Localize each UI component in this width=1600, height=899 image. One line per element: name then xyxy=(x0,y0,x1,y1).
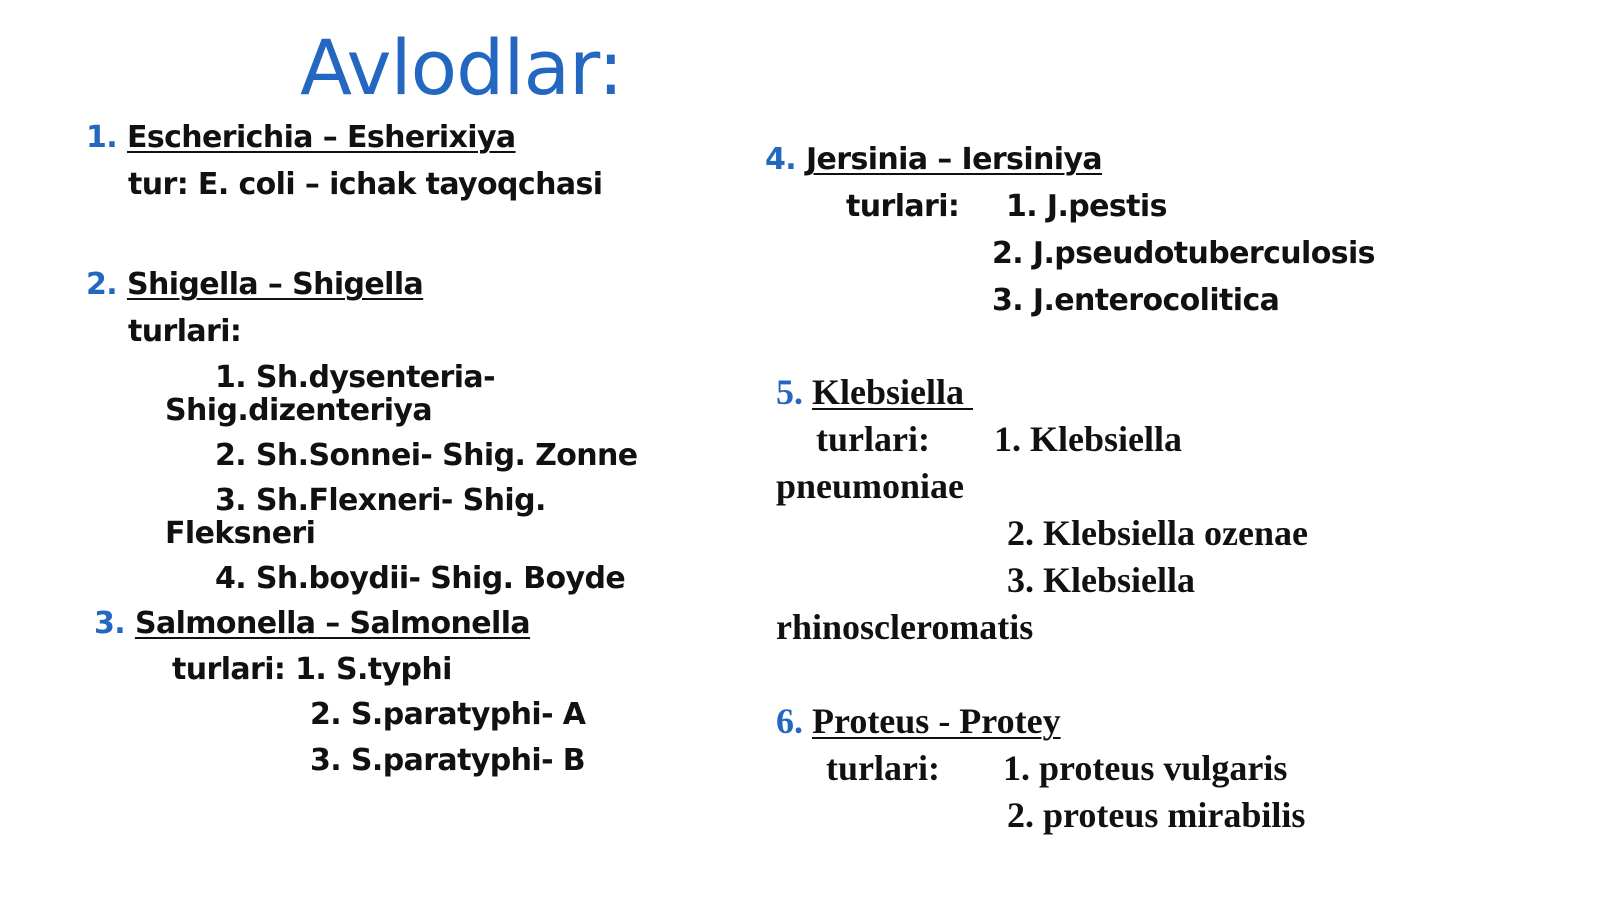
genus-name: Escherichia – Esherixiya xyxy=(126,120,516,155)
page-title: Avlodlar: xyxy=(300,23,623,112)
genus-number: 3. xyxy=(94,606,126,641)
species-item: 1. Sh.dysenteria- xyxy=(215,360,495,395)
genus-proteus-heading xyxy=(776,703,1061,739)
genus-number: 6. xyxy=(776,701,803,741)
genus-number: 1. xyxy=(86,120,118,155)
genus-salmonella-heading xyxy=(94,606,531,641)
genus-jersinia-heading xyxy=(765,142,1103,177)
genus-name: Proteus - Protey xyxy=(812,701,1061,741)
species-item-continuation: Shig.dizenteriya xyxy=(165,393,433,428)
species-item-continuation: rhinoscleromatis xyxy=(776,607,1034,647)
species-item: 3. J.enterocolitica xyxy=(992,283,1280,318)
genus-klebsiella-heading xyxy=(776,374,973,410)
genus-number: 4. xyxy=(765,142,797,177)
genus-name: Salmonella – Salmonella xyxy=(134,606,531,641)
genus-name: Jersinia – Iersiniya xyxy=(805,142,1103,177)
species-item: 3. S.paratyphi- B xyxy=(310,743,586,778)
genus-number: 5. xyxy=(776,372,803,412)
genus-number: 2. xyxy=(86,267,118,302)
genus-name: Shigella – Shigella xyxy=(126,267,424,302)
species-item: 2. Klebsiella ozenae xyxy=(1007,513,1308,553)
species-item: 2. proteus mirabilis xyxy=(1007,795,1306,835)
species-label: turlari: xyxy=(826,748,940,788)
species-item: 1. J.pestis xyxy=(1006,189,1167,224)
genus-name: Klebsiella xyxy=(812,372,973,412)
genus-shigella-heading xyxy=(86,267,424,302)
species-item: 2. S.paratyphi- A xyxy=(310,697,586,732)
species-item: 3. Klebsiella xyxy=(1007,560,1195,600)
species-item: 2. Sh.Sonnei- Shig. Zonne xyxy=(215,438,638,473)
species-line: turlari: 1. S.typhi xyxy=(172,652,452,687)
species-label: turlari: xyxy=(816,419,930,459)
species-line: tur: E. coli – ichak tayoqchasi xyxy=(128,167,603,202)
species-item-continuation: pneumoniae xyxy=(776,466,965,506)
species-label: turlari: xyxy=(846,189,960,224)
species-item-continuation: Fleksneri xyxy=(165,516,316,551)
species-item: 4. Sh.boydii- Shig. Boyde xyxy=(215,561,626,596)
species-label: turlari: xyxy=(128,314,242,349)
genus-escherichia-heading xyxy=(86,120,516,155)
species-item: 1. proteus vulgaris xyxy=(1003,748,1288,788)
species-item: 2. J.pseudotuberculosis xyxy=(992,236,1375,271)
species-item: 1. Klebsiella xyxy=(994,419,1182,459)
species-item: 3. Sh.Flexneri- Shig. xyxy=(215,483,546,518)
